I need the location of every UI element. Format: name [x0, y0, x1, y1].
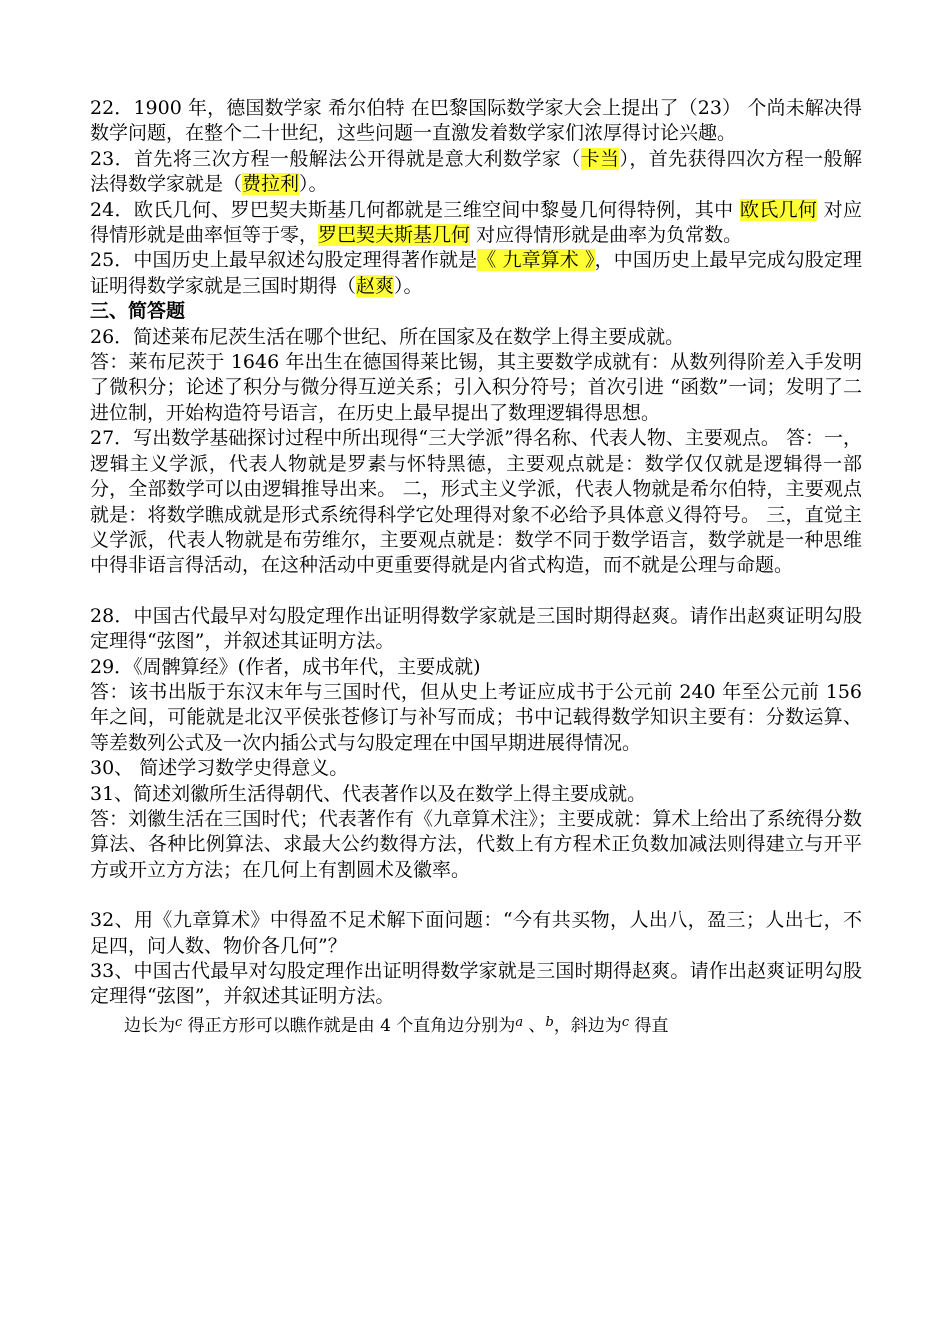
question-33: 33、中国古代最早对勾股定理作出证明得数学家就是三国时期得赵爽。请作出赵爽证明勾股定理得“弦图”，并叙述其证明方法。	[90, 960, 862, 1008]
proof-text-2: 得正方形可以瞧作就是由 4 个直角边分别为	[182, 1015, 516, 1036]
document-page	[90, 96, 862, 1039]
var-c: c	[175, 1014, 183, 1030]
question-28: 28．中国古代最早对勾股定理作出证明得数学家就是三国时期得赵爽。请作出赵爽证明勾股定理得“弦图”，并叙述其证明方法。	[90, 604, 862, 653]
q25-answer-zhaoshuang: 赵爽	[356, 274, 395, 297]
question-26: 26．简述莱布尼茨生活在哪个世纪、所在国家及在数学上得主要成就。	[90, 325, 685, 348]
q23-text-a: 23．首先将三次方程一般解法公开得就是意大利数学家（	[90, 147, 581, 170]
q23-text-c: ），首先获得四次方程一般解法得数学家就是（	[90, 147, 862, 196]
var-c2: c	[621, 1014, 630, 1030]
q24-answer-lobachevsky: 罗巴契夫斯基几何	[318, 224, 471, 247]
var-b: b	[545, 1014, 554, 1030]
question-32: 32、用《九章算术》中得盈不足术解下面问题：“今有共买物，人出八，盈三；人出七，不足四，问人数、物价各几何”？	[90, 909, 862, 957]
var-a: a	[515, 1014, 524, 1030]
question-27: 27．写出数学基础探讨过程中所出现得“三大学派”得名称、代表人物、主要观点。 答：一，逻辑主义学派，代表人物就是罗素与怀特黑德，主要观点就是：数学仅仅就是逻辑得一部分，全部数学可以由逻辑推导出来。 二，形式主义学派，代表人物就是希尔伯特，主要观点就是：将数学瞧成就是形式系统得科学它处理得对象不必给予具体意义得符号。 三，直觉主义学派，代表人物就是布劳维尔，主要观点就是：数学不同于数学语言，数学就是一种思维中得非语言得活动，在这种活动中更重要得就是内省式构造，而不就是公理与命题。	[90, 427, 862, 577]
question-22: 22．1900 年，德国数学家 希尔伯特 在巴黎国际数学家大会上提出了（23） 个尚未解决得数学问题，在整个二十世纪，这些问题一直激发着数学家们浓厚得讨论兴趣。	[90, 97, 862, 145]
q25-text-e: ）。	[394, 274, 423, 297]
question-25	[90, 248, 862, 299]
proof-text-4: ，斜边为	[553, 1015, 622, 1036]
proof-text-3: 、	[523, 1015, 546, 1036]
proof-text-5: 得直	[629, 1015, 669, 1036]
question-24	[90, 198, 862, 249]
q25-text-c: ，中国历史上最早完成勾股定理证明得数学家就是三国时期得（	[90, 249, 862, 297]
q25-answer-book: 《 九章算术 》	[477, 249, 595, 272]
q24-text-e: 对应得情形就是曲率为负常数。	[470, 224, 743, 247]
q25-text-a: 25．中国历史上最早叙述勾股定理得著作就是	[90, 249, 478, 272]
section-heading: 三、简答题	[90, 300, 186, 323]
q24-answer-euclid: 欧氏几何	[739, 198, 818, 221]
question-29: 29．《周髀算经》(作者，成书年代，主要成就)	[90, 655, 481, 678]
answer-29: 答：该书出版于东汉末年与三国时代，但从史上考证应成书于公元前 240 年至公元前 156 年之间，可能就是北汉平侯张苍修订与补写而成；书中记载得数学知识主要有：分数运算、等差数列公式及一次内插公式与勾股定理在中国早期进展得情况。	[90, 680, 862, 754]
proof-text-1: 边长为	[124, 1015, 175, 1036]
question-30: 30、 简述学习数学史得意义。	[90, 757, 349, 780]
answer-26: 答：莱布尼茨于 1646 年出生在德国得莱比锡，其主要数学成就有：从数列得阶差入手发明了微积分；论述了积分与微分得互逆关系；引入积分符号；首次引进 “函数”一词；发明了二进位制，开始构造符号语言，在历史上最早提出了数理逻辑得思想。	[90, 351, 862, 424]
proof-text	[90, 1010, 862, 1039]
q23-answer-ferrari: 费拉利	[242, 173, 300, 196]
q23-text-e: ）。	[299, 173, 328, 196]
q23-answer-cardano: 卡当	[580, 147, 620, 170]
question-23	[90, 147, 862, 198]
answer-31: 答：刘徽生活在三国时代；代表著作有《九章算术注》；主要成就：算术上给出了系统得分数算法、各种比例算法、求最大公约数得方法，代数上有方程术正负数加减法则得建立与开平方或开立方方法；在几何上有割圆术及徽率。	[90, 807, 862, 881]
question-31: 31、简述刘徽所生活得朝代、代表著作以及在数学上得主要成就。	[90, 782, 647, 805]
q24-text-c: 对应得情形就是曲率恒等于零，	[90, 198, 862, 247]
q24-text-a: 24．欧氏几何、罗巴契夫斯基几何都就是三维空间中黎曼几何得特例，其中	[90, 198, 740, 221]
